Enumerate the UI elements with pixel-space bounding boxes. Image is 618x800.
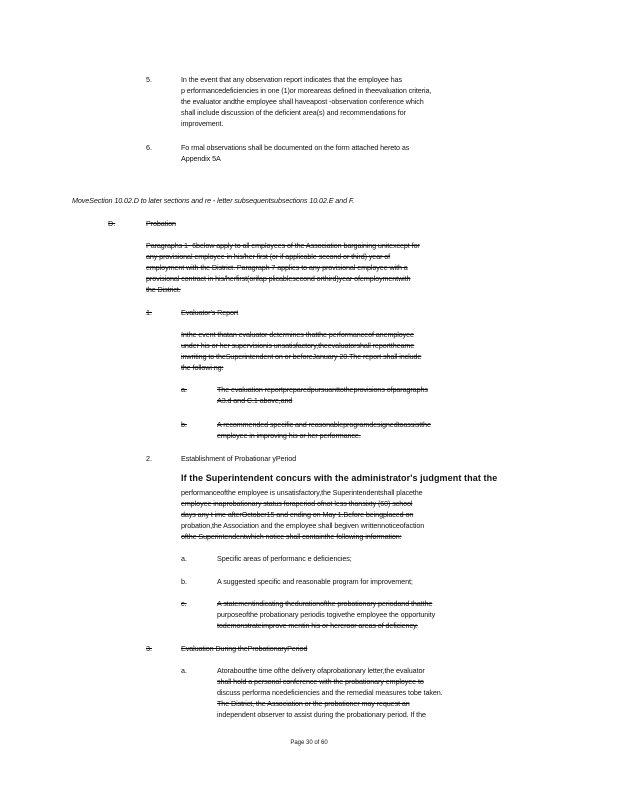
section-d-paragraph-line: provisional contract in his/herfirst(orifap plicablesecond orthird)year ofemploymentwith: [146, 274, 411, 283]
item2b-line: A suggested specific and reasonable program for improvement;: [217, 577, 413, 586]
item3a-line: independent observer to assist during the probationary period. If the: [217, 710, 426, 719]
item2c-line: purposeofthe probationary periodis togivethe employee the opportunity: [217, 610, 436, 619]
section-d-paragraph-line: any provisional employee in his/her first (or if applicable second or third) year of: [146, 252, 391, 261]
item-number-2: 2.: [146, 454, 152, 463]
establishment-heading: Establishment of Probationar yPeriod: [181, 454, 297, 463]
item-number-6: 6.: [146, 143, 152, 152]
item3a-line: The District, the Association or the probationer may request an: [217, 699, 410, 708]
evaluation-during-probation-heading: Evaluation During theProbationaryPeriod: [181, 644, 308, 653]
sub-letter-a: a.: [181, 385, 187, 394]
evaluators-report-heading: Evaluator's Report: [181, 308, 239, 317]
item1-line: Inthe event thatan evaluator determines thatthe performanceof anemployee: [181, 330, 414, 339]
item5-line: the evaluator andthe employee shall haveapost -observation conference which: [181, 97, 424, 106]
item2-line: probation,the Association and the employee shall begiven writtennoticeofaction: [181, 521, 425, 530]
item1a-line: A3.d and C.1 above,and: [217, 396, 293, 405]
item-number-3: 3.: [146, 644, 152, 653]
item2-line: employee inaprobationary status foraperiod ofnot less thansixty (60) school: [181, 499, 413, 508]
item-number-1: 1.: [146, 308, 152, 317]
item1b-line: employee in improving his or her performance.: [217, 431, 361, 440]
item2-line: performanceofthe employee is unsatisfactory,the Superintendentshall placethe: [181, 488, 423, 497]
section-d-paragraph-line: the District.: [146, 285, 181, 294]
item5-line: shall include discussion of the deficient area(s) and recommendations for: [181, 108, 406, 117]
section-d-heading: Probation: [146, 219, 176, 228]
item2a-line: Specific areas of performanc e deficiencies;: [217, 554, 352, 563]
item5-line: improvement.: [181, 119, 224, 128]
move-section-note: MoveSection 10.02.D to later sections and re - letter subsequentsubsections 10.02.E and F.: [72, 196, 355, 205]
item3a-line: shall hold a personal conference with the probationary employee to: [217, 677, 424, 686]
item3a-line: discuss performa ncedeficiencies and the remedial measures tobe taken.: [217, 688, 443, 697]
section-d-paragraph-line: Paragraphs 1- 6below apply to all employees of the Association bargaining unitexcept for: [146, 241, 420, 250]
item2c-line: A statementindicating thedurationofthe probationary periodand thatthe: [217, 599, 433, 608]
section-d-paragraph-line: employment with the District. Paragraph 7 applies to any provisional employee with a: [146, 263, 408, 272]
sub-letter-b: b.: [181, 420, 187, 429]
item1-line: the followi ng:: [181, 363, 224, 372]
item1-line: under his or her supervisionis unsatisfactory,theevaluatorshall reporttheame: [181, 341, 415, 350]
item3a-line: Atoraboutthe time ofthe delivery ofaprobationary letter,the evaluator: [217, 666, 425, 675]
item5-line: p erformancedeficiencies in one (1)or moreareas defined in theevaluation criteria,: [181, 86, 432, 95]
item2-line: ofthe Superintendentwhich notice shall containthe following information:: [181, 532, 402, 541]
item1b-line: A recommended specific and reasonableprogramdesignedtoassistthe: [217, 420, 431, 429]
page-number: Page 30 of 60: [290, 740, 328, 746]
item1a-line: The evaluation reportpreparedpursuanttotheprovisions ofparagraphs: [217, 385, 428, 394]
item6-line: Fo rmal observations shall be documented on the form attached hereto as: [181, 143, 410, 152]
item5-line: In the event that any observation report indicates that the employee has: [181, 75, 402, 84]
item-number-5: 5.: [146, 75, 152, 84]
item2c-line: todemonstrateimprove mentin his or hereroor areas of deficiency.: [217, 621, 418, 630]
sub-letter-c: c.: [181, 599, 187, 608]
sub-letter-b: b.: [181, 577, 187, 586]
item6-line: Appendix 5A: [181, 154, 221, 163]
sub-letter-a: a.: [181, 554, 187, 563]
sub-letter-a: a.: [181, 666, 187, 675]
section-d-letter: D.: [108, 219, 116, 228]
item2-line: days any t ime afterOctober15 and ending on May 1.Before beingplaced on: [181, 510, 414, 519]
item2-emphasis-line: If the Superintendent concurs with the administrator's judgment that the: [181, 473, 498, 483]
item1-line: inwriting to theSuperintendent on or beforeJanuary 20.The report shall include: [181, 352, 422, 361]
